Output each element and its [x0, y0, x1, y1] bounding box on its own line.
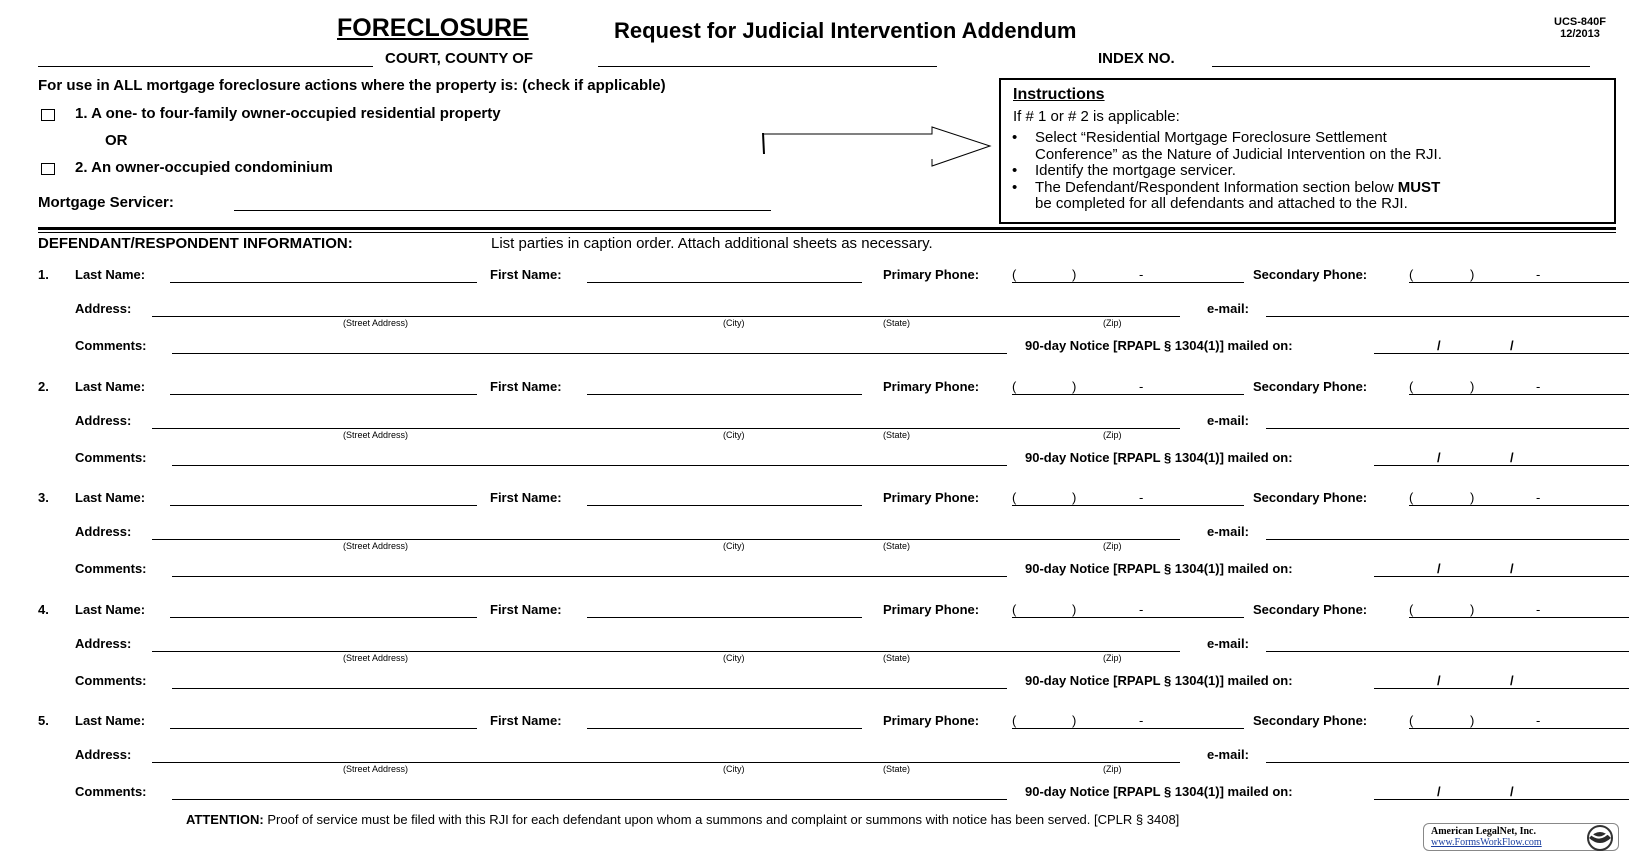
- phone-paren-open: (: [1012, 490, 1017, 505]
- defendant-number: 5.: [38, 713, 49, 728]
- phone-paren-open: (: [1012, 379, 1017, 394]
- comments-label: Comments:: [75, 673, 147, 688]
- comments-field[interactable]: [172, 576, 1007, 577]
- state-caption: (State): [883, 430, 911, 440]
- date-separator: /: [1437, 450, 1441, 465]
- instruction-emphasis: MUST: [1397, 178, 1441, 196]
- defendant-section-heading: DEFENDANT/RESPONDENT INFORMATION:: [38, 235, 353, 252]
- address-field[interactable]: [152, 428, 1180, 429]
- primary-phone-field[interactable]: [1012, 505, 1244, 506]
- option1-checkbox[interactable]: [41, 109, 55, 121]
- primary-phone-label: Primary Phone:: [883, 490, 980, 505]
- date-separator: /: [1510, 338, 1514, 353]
- primary-phone-label: Primary Phone:: [883, 713, 980, 728]
- arrow-right-icon: [762, 124, 994, 168]
- secondary-phone-field[interactable]: [1409, 282, 1629, 283]
- comments-field[interactable]: [172, 353, 1007, 354]
- phone-dash: -: [1139, 713, 1144, 728]
- last-name-label: Last Name:: [75, 267, 146, 282]
- date-separator: /: [1510, 450, 1514, 465]
- city-caption: (City): [723, 653, 745, 663]
- defendant-number: 2.: [38, 379, 49, 394]
- phone-paren-open: (: [1409, 713, 1414, 728]
- phone-paren-open: (: [1012, 602, 1017, 617]
- email-label: e-mail:: [1207, 413, 1249, 428]
- instruction-item: [1012, 180, 1612, 213]
- date-separator: /: [1437, 784, 1441, 799]
- secondary-phone-label: Secondary Phone:: [1253, 713, 1368, 728]
- zip-caption: (Zip): [1103, 430, 1122, 440]
- notice-date-field[interactable]: [1374, 576, 1629, 577]
- phone-paren-close: ): [1072, 490, 1077, 505]
- phone-dash: -: [1139, 490, 1144, 505]
- address-field[interactable]: [152, 762, 1180, 763]
- defendant-section-note: List parties in caption order. Attach additional sheets as necessary.: [491, 235, 933, 252]
- defendant-number: 4.: [38, 602, 49, 617]
- phone-dash: -: [1536, 602, 1541, 617]
- instructions-intro: If # 1 or # 2 is applicable:: [1013, 108, 1180, 125]
- email-field[interactable]: [1266, 651, 1629, 652]
- form-date: 12/2013: [1560, 28, 1600, 40]
- section-divider: [38, 227, 1616, 230]
- publisher-logo: [1423, 823, 1619, 851]
- first-name-field[interactable]: [587, 728, 862, 729]
- primary-phone-label: Primary Phone:: [883, 267, 980, 282]
- street-address-caption: (Street Address): [343, 764, 409, 774]
- phone-paren-close: ): [1072, 267, 1077, 282]
- court-name-field[interactable]: [38, 66, 373, 67]
- date-separator: /: [1437, 561, 1441, 576]
- zip-caption: (Zip): [1103, 764, 1122, 774]
- attention-note: [186, 812, 1179, 827]
- zip-caption: (Zip): [1103, 318, 1122, 328]
- applicability-heading: For use in ALL mortgage foreclosure actions where the property is: (check if applicable): [38, 77, 666, 94]
- instruction-text: [1035, 180, 1612, 197]
- zip-caption: (Zip): [1103, 541, 1122, 551]
- option1-label: 1. A one- to four-family owner-occupied residential property: [75, 105, 501, 122]
- phone-paren-close: ): [1470, 713, 1475, 728]
- last-name-label: Last Name:: [75, 713, 146, 728]
- bullet-icon: •: [1012, 178, 1018, 196]
- instruction-text: Identify the mortgage servicer.: [1035, 162, 1236, 179]
- address-label: Address:: [75, 747, 132, 762]
- city-caption: (City): [723, 764, 745, 774]
- phone-paren-close: ): [1470, 490, 1475, 505]
- address-field[interactable]: [152, 316, 1180, 317]
- instruction-text: Select “Residential Mortgage Foreclosure Settlement: [1035, 129, 1387, 146]
- state-caption: (State): [883, 764, 911, 774]
- attention-label: ATTENTION:: [186, 812, 264, 827]
- state-caption: (State): [883, 653, 911, 663]
- last-name-label: Last Name:: [75, 379, 146, 394]
- notice-label: 90-day Notice [RPAPL § 1304(1)] mailed on:: [1025, 673, 1293, 688]
- primary-phone-label: Primary Phone:: [883, 379, 980, 394]
- address-field[interactable]: [152, 539, 1180, 540]
- state-caption: (State): [883, 541, 911, 551]
- primary-phone-label: Primary Phone:: [883, 602, 980, 617]
- last-name-field[interactable]: [170, 728, 477, 729]
- bullet-icon: •: [1012, 162, 1018, 179]
- instruction-item: [1012, 163, 1612, 180]
- secondary-phone-field[interactable]: [1409, 505, 1629, 506]
- logo-company: American LegalNet, Inc.: [1431, 826, 1536, 837]
- logo-website[interactable]: www.FormsWorkFlow.com: [1431, 837, 1542, 848]
- date-separator: /: [1510, 561, 1514, 576]
- city-caption: (City): [723, 318, 745, 328]
- primary-phone-field[interactable]: [1012, 282, 1244, 283]
- first-name-label: First Name:: [490, 490, 562, 505]
- secondary-phone-field[interactable]: [1409, 728, 1629, 729]
- date-separator: /: [1437, 338, 1441, 353]
- city-caption: (City): [723, 430, 745, 440]
- phone-dash: -: [1536, 267, 1541, 282]
- section-divider: [38, 232, 1616, 233]
- address-label: Address:: [75, 301, 132, 316]
- state-caption: (State): [883, 318, 911, 328]
- comments-label: Comments:: [75, 561, 147, 576]
- index-no-label: INDEX NO.: [1098, 50, 1175, 67]
- last-name-field[interactable]: [170, 617, 477, 618]
- phone-dash: -: [1536, 713, 1541, 728]
- date-separator: /: [1437, 673, 1441, 688]
- notice-date-field[interactable]: [1374, 465, 1629, 466]
- phone-paren-open: (: [1012, 713, 1017, 728]
- option2-label: 2. An owner-occupied condominium: [75, 159, 333, 176]
- street-address-caption: (Street Address): [343, 430, 409, 440]
- email-field[interactable]: [1266, 428, 1629, 429]
- secondary-phone-label: Secondary Phone:: [1253, 267, 1368, 282]
- phone-paren-close: ): [1072, 602, 1077, 617]
- first-name-label: First Name:: [490, 602, 562, 617]
- comments-label: Comments:: [75, 338, 147, 353]
- last-name-field[interactable]: [170, 505, 477, 506]
- phone-paren-close: ): [1470, 379, 1475, 394]
- comments-field[interactable]: [172, 688, 1007, 689]
- phone-dash: -: [1139, 379, 1144, 394]
- phone-paren-open: (: [1409, 379, 1414, 394]
- last-name-field[interactable]: [170, 394, 477, 395]
- globe-icon: [1582, 824, 1618, 852]
- notice-date-field[interactable]: [1374, 799, 1629, 800]
- phone-paren-close: ): [1072, 379, 1077, 394]
- mortgage-servicer-label: Mortgage Servicer:: [38, 194, 174, 211]
- street-address-caption: (Street Address): [343, 318, 409, 328]
- zip-caption: (Zip): [1103, 653, 1122, 663]
- index-no-field[interactable]: [1212, 66, 1590, 67]
- email-label: e-mail:: [1207, 301, 1249, 316]
- primary-phone-field[interactable]: [1012, 394, 1244, 395]
- last-name-label: Last Name:: [75, 490, 146, 505]
- phone-dash: -: [1139, 602, 1144, 617]
- first-name-label: First Name:: [490, 713, 562, 728]
- or-label: OR: [105, 132, 128, 149]
- address-label: Address:: [75, 413, 132, 428]
- first-name-label: First Name:: [490, 267, 562, 282]
- phone-paren-close: ): [1072, 713, 1077, 728]
- form-code: UCS-840F: [1554, 16, 1606, 28]
- notice-date-field[interactable]: [1374, 688, 1629, 689]
- first-name-field[interactable]: [587, 394, 862, 395]
- bullet-icon: •: [1012, 129, 1018, 146]
- comments-label: Comments:: [75, 450, 147, 465]
- first-name-field[interactable]: [587, 617, 862, 618]
- phone-paren-close: ): [1470, 267, 1475, 282]
- date-separator: /: [1510, 673, 1514, 688]
- last-name-field[interactable]: [170, 282, 477, 283]
- address-label: Address:: [75, 524, 132, 539]
- phone-paren-open: (: [1409, 602, 1414, 617]
- notice-label: 90-day Notice [RPAPL § 1304(1)] mailed on:: [1025, 338, 1293, 353]
- comments-field[interactable]: [172, 799, 1007, 800]
- page-title: FORECLOSURE: [337, 14, 529, 42]
- defendant-number: 1.: [38, 267, 49, 282]
- phone-paren-open: (: [1409, 490, 1414, 505]
- street-address-caption: (Street Address): [343, 541, 409, 551]
- court-county-label: COURT, COUNTY OF: [385, 50, 534, 67]
- primary-phone-field[interactable]: [1012, 728, 1244, 729]
- secondary-phone-label: Secondary Phone:: [1253, 379, 1368, 394]
- first-name-label: First Name:: [490, 379, 562, 394]
- street-address-caption: (Street Address): [343, 653, 409, 663]
- first-name-field[interactable]: [587, 505, 862, 506]
- instructions-list: [1012, 130, 1612, 213]
- email-field[interactable]: [1266, 539, 1629, 540]
- email-label: e-mail:: [1207, 636, 1249, 651]
- notice-label: 90-day Notice [RPAPL § 1304(1)] mailed on:: [1025, 561, 1293, 576]
- comments-label: Comments:: [75, 784, 147, 799]
- phone-dash: -: [1139, 267, 1144, 282]
- first-name-field[interactable]: [587, 282, 862, 283]
- option2-checkbox[interactable]: [41, 163, 55, 175]
- notice-date-field[interactable]: [1374, 353, 1629, 354]
- city-caption: (City): [723, 541, 745, 551]
- email-field[interactable]: [1266, 762, 1629, 763]
- page-subtitle: Request for Judicial Intervention Addendum: [614, 18, 1077, 43]
- instruction-text: Conference” as the Nature of Judicial Intervention on the RJI.: [1035, 145, 1442, 163]
- mortgage-servicer-field[interactable]: [234, 210, 771, 211]
- date-separator: /: [1510, 784, 1514, 799]
- secondary-phone-label: Secondary Phone:: [1253, 602, 1368, 617]
- defendant-number: 3.: [38, 490, 49, 505]
- last-name-label: Last Name:: [75, 602, 146, 617]
- secondary-phone-field[interactable]: [1409, 617, 1629, 618]
- secondary-phone-label: Secondary Phone:: [1253, 490, 1368, 505]
- attention-text: Proof of service must be filed with this RJI for each defendant upon whom a summons and complaint or summons with notice has been served. [CPLR § 3408]: [267, 812, 1180, 827]
- comments-field[interactable]: [172, 465, 1007, 466]
- instruction-text-part: The Defendant/Respondent Information section below: [1035, 178, 1398, 196]
- instruction-text: be completed for all defendants and attached to the RJI.: [1035, 195, 1408, 212]
- instructions-title: Instructions: [1013, 86, 1105, 103]
- instruction-item: [1012, 130, 1612, 163]
- secondary-phone-field[interactable]: [1409, 394, 1629, 395]
- county-field[interactable]: [598, 66, 937, 67]
- phone-paren-open: (: [1409, 267, 1414, 282]
- phone-dash: -: [1536, 379, 1541, 394]
- email-label: e-mail:: [1207, 747, 1249, 762]
- phone-dash: -: [1536, 490, 1541, 505]
- primary-phone-field[interactable]: [1012, 617, 1244, 618]
- notice-label: 90-day Notice [RPAPL § 1304(1)] mailed on:: [1025, 784, 1293, 799]
- notice-label: 90-day Notice [RPAPL § 1304(1)] mailed on:: [1025, 450, 1293, 465]
- address-field[interactable]: [152, 651, 1180, 652]
- phone-paren-close: ): [1470, 602, 1475, 617]
- address-label: Address:: [75, 636, 132, 651]
- form-code-block: [1530, 16, 1630, 40]
- email-label: e-mail:: [1207, 524, 1249, 539]
- phone-paren-open: (: [1012, 267, 1017, 282]
- email-field[interactable]: [1266, 316, 1629, 317]
